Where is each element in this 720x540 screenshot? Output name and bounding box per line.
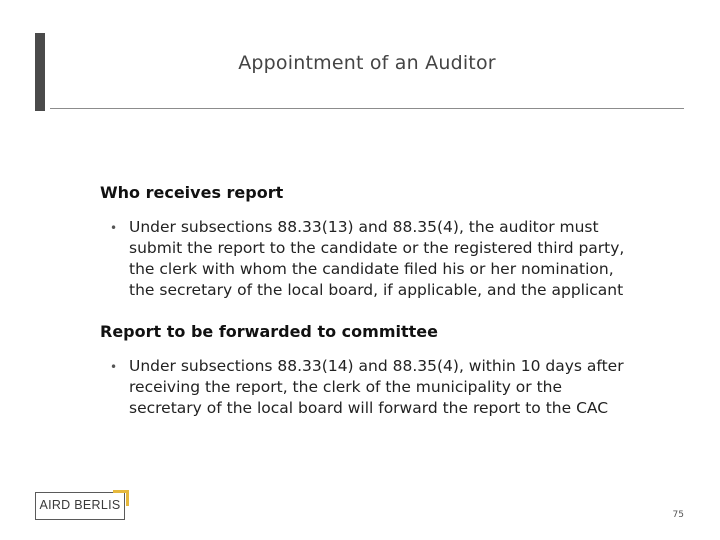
aird-berlis-logo — [35, 490, 129, 520]
title-accent-bar — [35, 33, 45, 111]
logo-corner-accent — [126, 490, 129, 506]
page-number: 75 — [672, 510, 684, 520]
text-line: the secretary of the local board, if applicable, and the applicant — [129, 281, 624, 299]
logo-text: AIRD BERLIS — [39, 498, 121, 512]
bullet-text-who-receives-report — [129, 217, 649, 301]
text-line: the clerk with whom the candidate filed his or her nomination, — [129, 260, 614, 278]
slide-title: Appointment of an Auditor — [238, 52, 496, 74]
text-line: submit the report to the candidate or the registered third party, — [129, 239, 625, 257]
section-heading-who-receives-report: Who receives report — [100, 183, 284, 202]
section-heading-report-forwarded: Report to be forwarded to committee — [100, 322, 438, 341]
text-line: Under subsections 88.33(13) and 88.35(4), the auditor must — [129, 218, 599, 236]
text-line: secretary of the local board will forward the report to the CAC — [129, 399, 609, 417]
title-divider — [50, 108, 684, 109]
bullet-icon: • — [110, 360, 118, 374]
text-line: receiving the report, the clerk of the municipality or the — [129, 378, 563, 396]
bullet-text-report-forwarded — [129, 356, 649, 419]
bullet-icon: • — [110, 221, 118, 235]
text-line: Under subsections 88.33(14) and 88.35(4), within 10 days after — [129, 357, 624, 375]
